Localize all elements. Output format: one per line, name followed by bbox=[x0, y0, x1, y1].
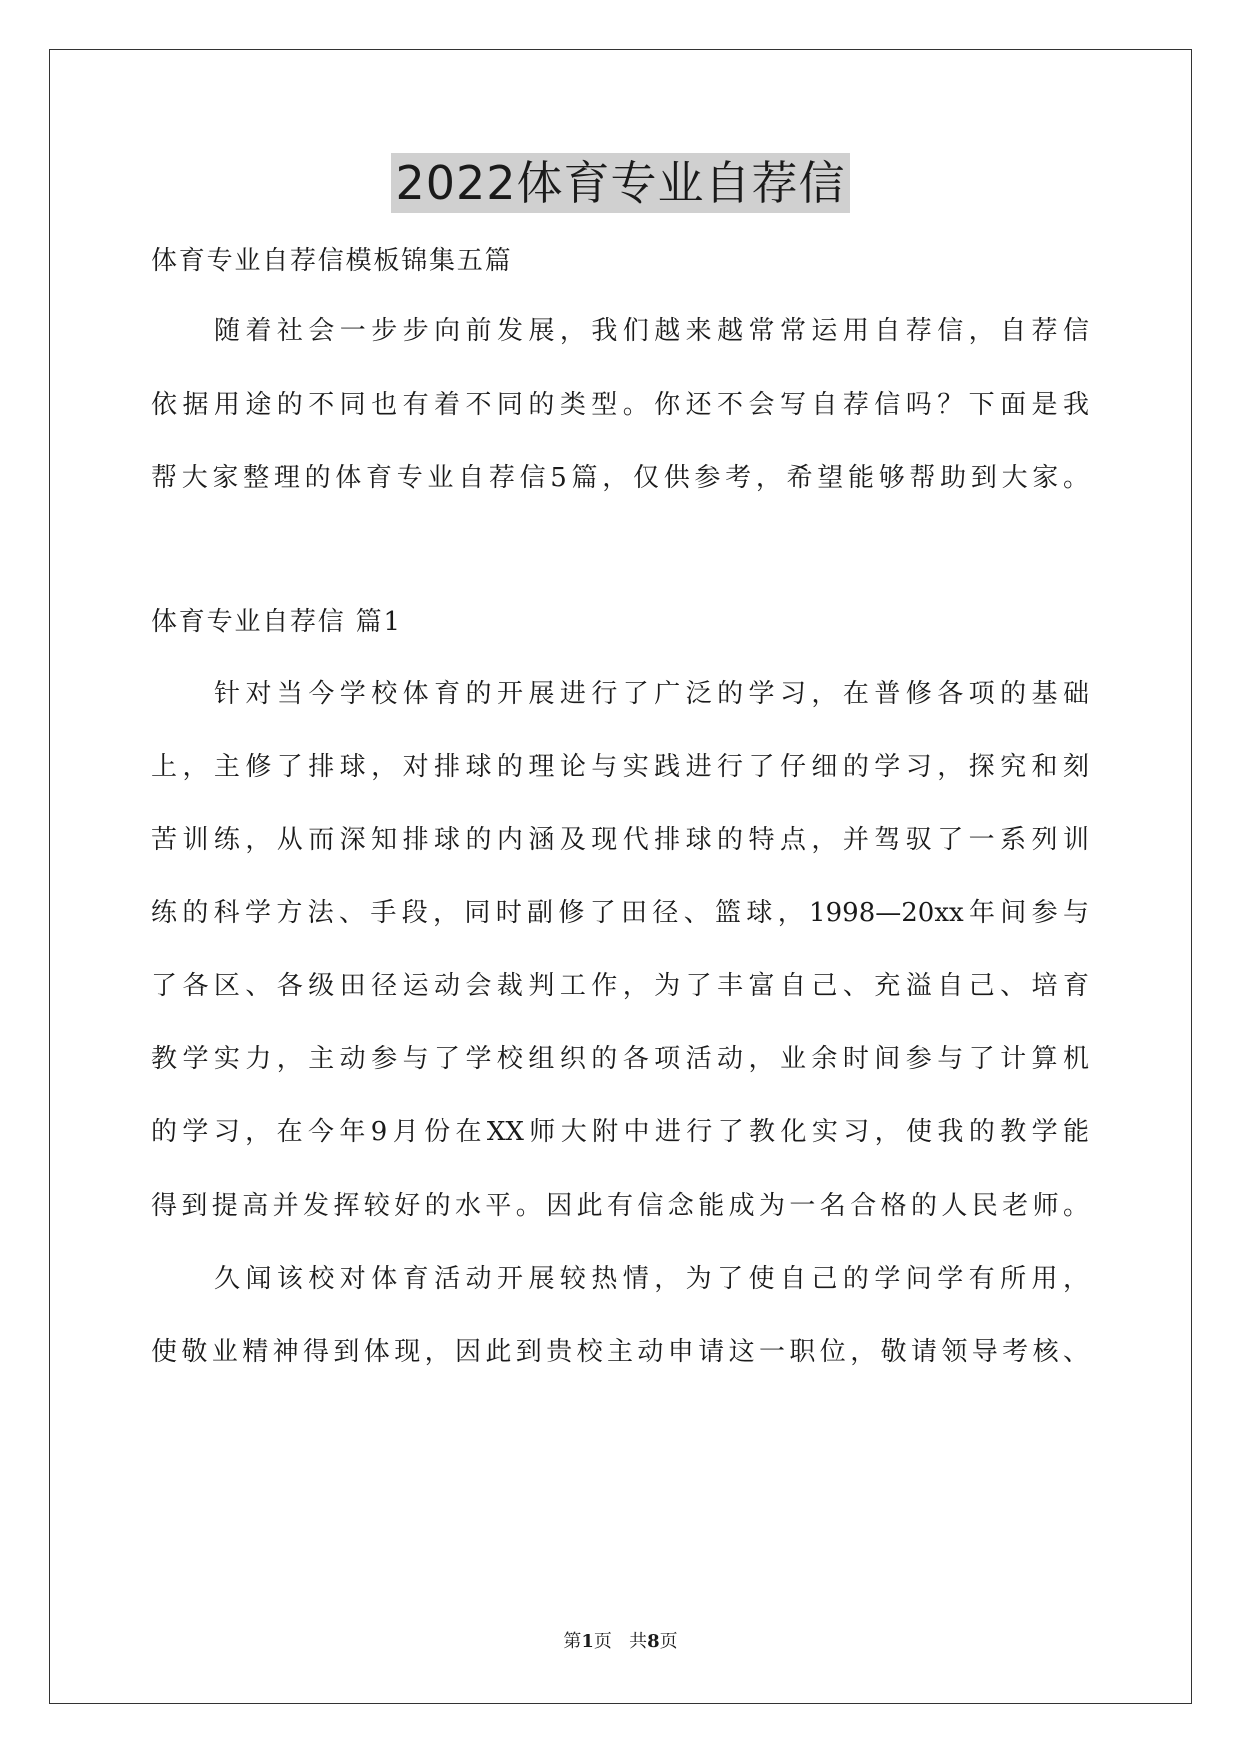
paragraph-line: 了各区、各级田径运动会裁判工作，为了丰富自己、充溢自己、培育 bbox=[151, 971, 1089, 1001]
document-title: 2022体育专业自荐信 bbox=[391, 153, 849, 213]
paragraph-line: 使敬业精神得到体现，因此到贵校主动申请这一职位，敬请领导考核、 bbox=[151, 1337, 1089, 1367]
footer-prefix: 第 bbox=[563, 1631, 582, 1652]
paragraph-line: 上，主修了排球，对排球的理论与实践进行了仔细的学习，探究和刻 bbox=[151, 752, 1089, 782]
title-block bbox=[0, 153, 1241, 213]
footer-page-number: 1 bbox=[581, 1631, 594, 1652]
paragraph-line: 练的科学方法、手段，同时副修了田径、篮球，1998—20xx年间参与 bbox=[151, 898, 1089, 928]
paragraph-line: 苦训练，从而深知排球的内涵及现代排球的特点，并驾驭了一系列训 bbox=[151, 825, 1089, 855]
footer-suffix: 页 bbox=[659, 1631, 678, 1652]
subtitle-line: 体育专业自荐信模板锦集五篇 bbox=[151, 246, 513, 276]
paragraph-line: 帮大家整理的体育专业自荐信5篇，仅供参考，希望能够帮助到大家。 bbox=[151, 463, 1089, 493]
footer-mid: 页 共 bbox=[593, 1631, 648, 1652]
paragraph-line: 随着社会一步步向前发展，我们越来越常常运用自荐信，自荐信 bbox=[214, 316, 1089, 346]
footer-total-pages: 8 bbox=[647, 1631, 660, 1652]
paragraph-line: 依据用途的不同也有着不同的类型。你还不会写自荐信吗？下面是我 bbox=[151, 390, 1089, 420]
page-border bbox=[49, 49, 1192, 1704]
paragraph-line: 针对当今学校体育的开展进行了广泛的学习，在普修各项的基础 bbox=[214, 679, 1089, 709]
paragraph-line: 久闻该校对体育活动开展较热情，为了使自己的学问学有所用， bbox=[214, 1264, 1089, 1294]
page-footer bbox=[0, 1630, 1241, 1654]
paragraph-line: 得到提高并发挥较好的水平。因此有信念能成为一名合格的人民老师。 bbox=[151, 1191, 1089, 1221]
section-heading: 体育专业自荐信 篇1 bbox=[151, 607, 402, 637]
paragraph-line: 的学习，在今年9月份在XX师大附中进行了教化实习，使我的教学能 bbox=[151, 1117, 1089, 1147]
paragraph-line: 教学实力，主动参与了学校组织的各项活动，业余时间参与了计算机 bbox=[151, 1044, 1089, 1074]
